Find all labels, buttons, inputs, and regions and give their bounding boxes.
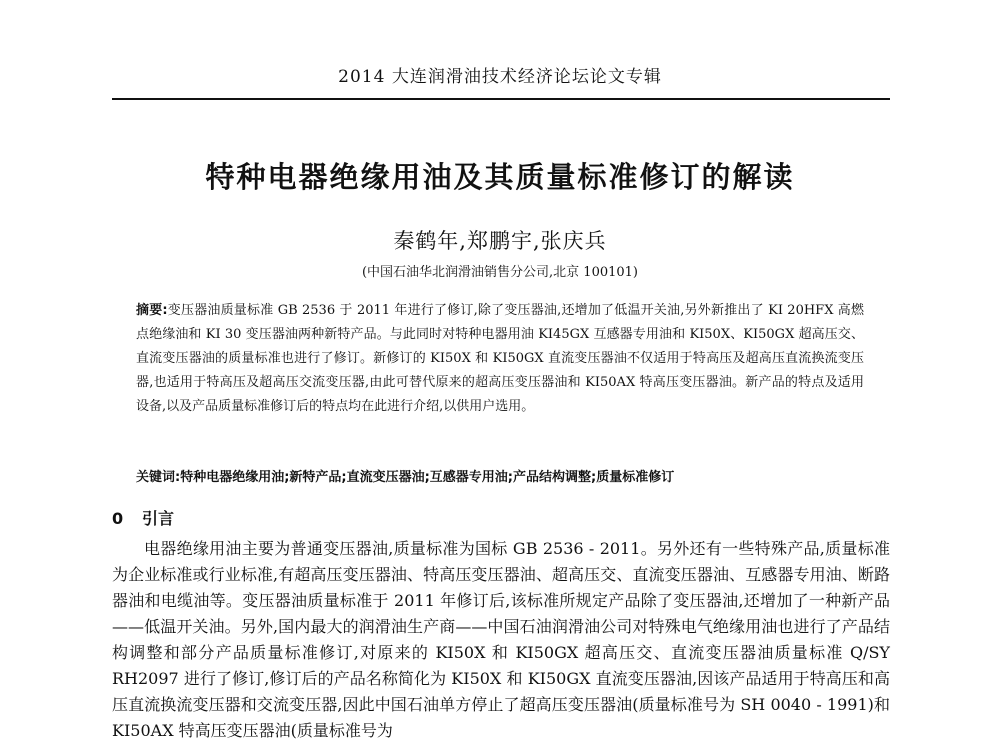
abstract-label: 摘要: xyxy=(136,303,168,318)
affiliation: (中国石油华北润滑油销售分公司,北京 100101) xyxy=(361,265,639,280)
abstract xyxy=(136,299,864,419)
authors: 秦鹤年,郑鹏宇,张庆兵 xyxy=(393,229,607,253)
keywords xyxy=(136,468,864,488)
intro-paragraph: 电器绝缘用油主要为普通变压器油,质量标准为国标 GB 2536 - 2011。另外还有一些特殊产品,质量标准为企业标准或行业标准,有超高压变压器油、特高压变压器油、超高压交、直流变压器油、互感器专用油、断路器油和电缆油等。变压器油质量标准于 2011 年修订后,该标准所规定产品除了变压器油,还增加了一种新产品——低温开关油。另外,国内最大的润滑油生产商——中国石油润滑油公司对特殊电气绝缘用油也进行了产品结构调整和部分产品质量标准修订,对原来的 KI50X 和 KI50GX 超高压交、直流变压器油质量标准 Q/SY RH2097 进行了修订,修订后的产品名称简化为 KI50X 和 KI50GX 直流变压器油,因该产品适用于特高压和高压直流换流变压器和交流变压器,因此中国石油单方停止了超高压变压器油(质量标准号为 SH 0040 - 1991)和 KI50AX 特高压变压器油(质量标准号为 xyxy=(112,539,890,740)
running-header: 2014 大连润滑油技术经济论坛论文专辑 xyxy=(338,67,662,87)
abstract-text: 变压器油质量标准 GB 2536 于 2011 年进行了修订,除了变压器油,还增加了低温开关油,另外新推出了 KI 20HFX 高燃点绝缘油和 KI 30 变压器油两种新特产品。与此同时对特种电器用油 KI45GX 互感器专用油和 KI50X、KI50GX 超高压交、直流变压器油的质量标准也进行了修订。新修订的 KI50X 和 KI50GX 直流变压器油不仅适用于特高压及超高压直流换流变压器,也适用于特高压及超高压交流变压器,由此可替代原来的超高压变压器油和 KI50AX 特高压变压器油。新产品的特点及适用设备,以及产品质量标准修订后的特点均在此进行介绍,以供用户选用。 xyxy=(136,303,864,414)
keywords-label: 关键词: xyxy=(136,470,181,485)
paper-title: 特种电器绝缘用油及其质量标准修订的解读 xyxy=(205,160,795,194)
keywords-text: 特种电器绝缘用油;新特产品;直流变压器油;互感器专用油;产品结构调整;质量标准修订 xyxy=(180,470,675,485)
section-number: 0 xyxy=(112,509,124,528)
header-rule xyxy=(112,98,890,100)
section-heading xyxy=(112,506,174,529)
section-title: 引言 xyxy=(142,509,175,528)
